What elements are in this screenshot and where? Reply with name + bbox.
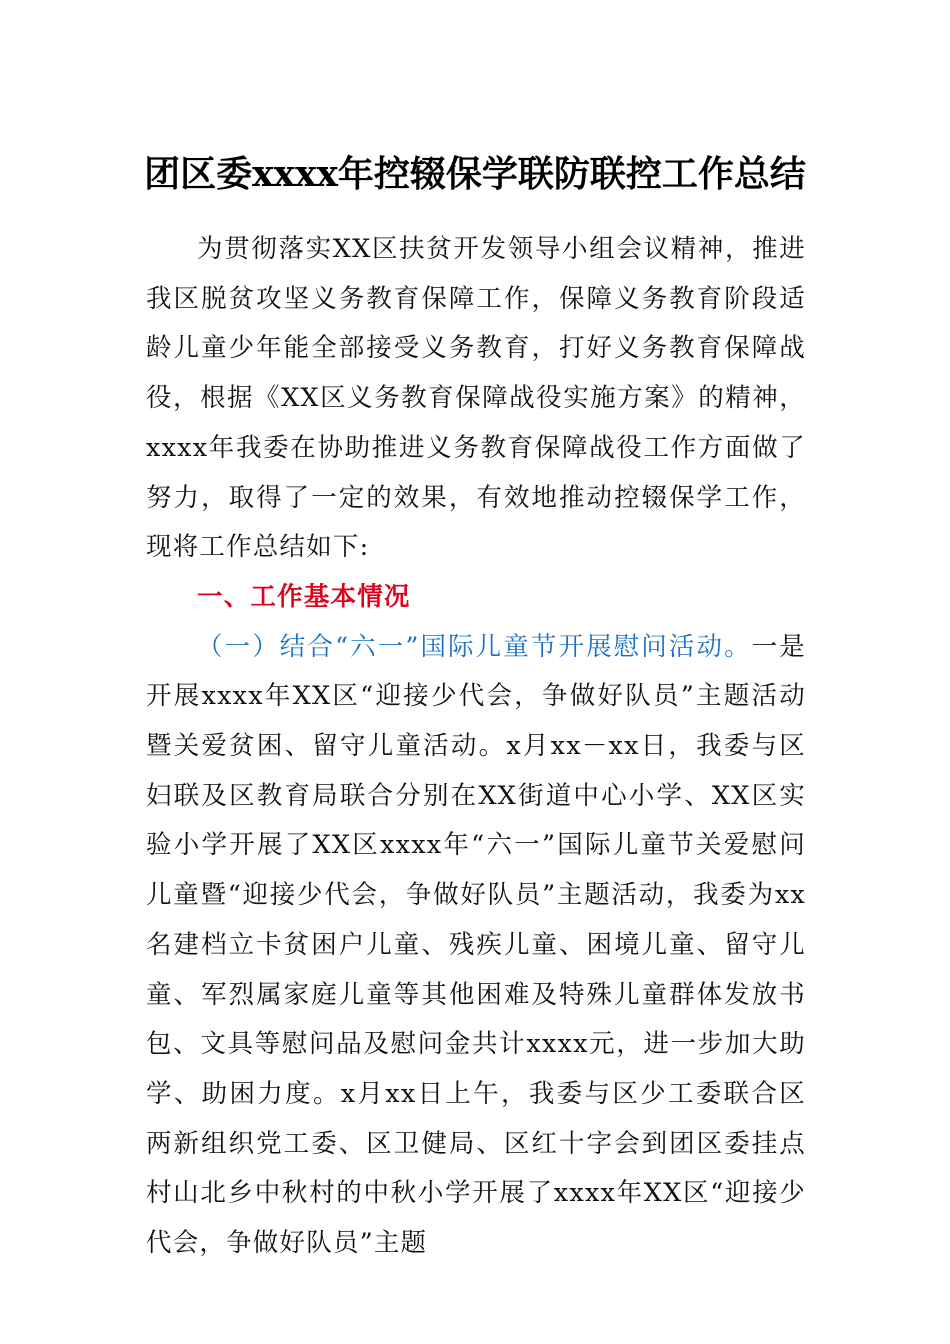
document-title: 团区委xxxx年控辍保学联防联控工作总结: [144, 153, 806, 195]
intro-paragraph: 为贯彻落实XX区扶贫开发领导小组会议精神，推进我区脱贫攻坚义务教育保障工作，保障义务教育阶段适龄儿童少年能全部接受义务教育，打好义务教育保障战役，根据《XX区义务教育保障战役实施方案》的精神，xxxx年我委在协助推进义务教育保障战役工作方面做了努力，取得了一定的效果，有效地推动控辍保学工作，现将工作总结如下:: [146, 234, 806, 563]
subsection-paragraph: [146, 623, 806, 1269]
document-body: [146, 225, 806, 1269]
subsection-text: 一是开展xxxx年XX区“迎接少代会，争做好队员”主题活动暨关爱贫困、留守儿童活动。x月xx－xx日，我委与区妇联及区教育局联合分别在XX街道中心小学、XX区实验小学开展了XX区xxxx年“六一”国际儿童节关爱慰问儿童暨“迎接少代会，争做好队员”主题活动，我委为xx名建档立卡贫困户儿童、残疾儿童、困境儿童、留守儿童、军烈属家庭儿童等其他困难及特殊儿童群体发放书包、文具等慰问品及慰问金共计xxxx元，进一步加大助学、助困力度。x月xx日上午，我委与区少工委联合区两新组织党工委、区卫健局、区红十字会到团区委挂点村山北乡中秋村的中秋小学开展了xxxx年XX区“迎接少代会，争做好队员”主题: [146, 631, 806, 1259]
section-heading: [146, 573, 806, 623]
section-heading-text: 一、工作基本情况: [197, 581, 411, 612]
subsection-heading: （一）结合“六一”国际儿童节开展慰问活动。: [197, 631, 752, 662]
